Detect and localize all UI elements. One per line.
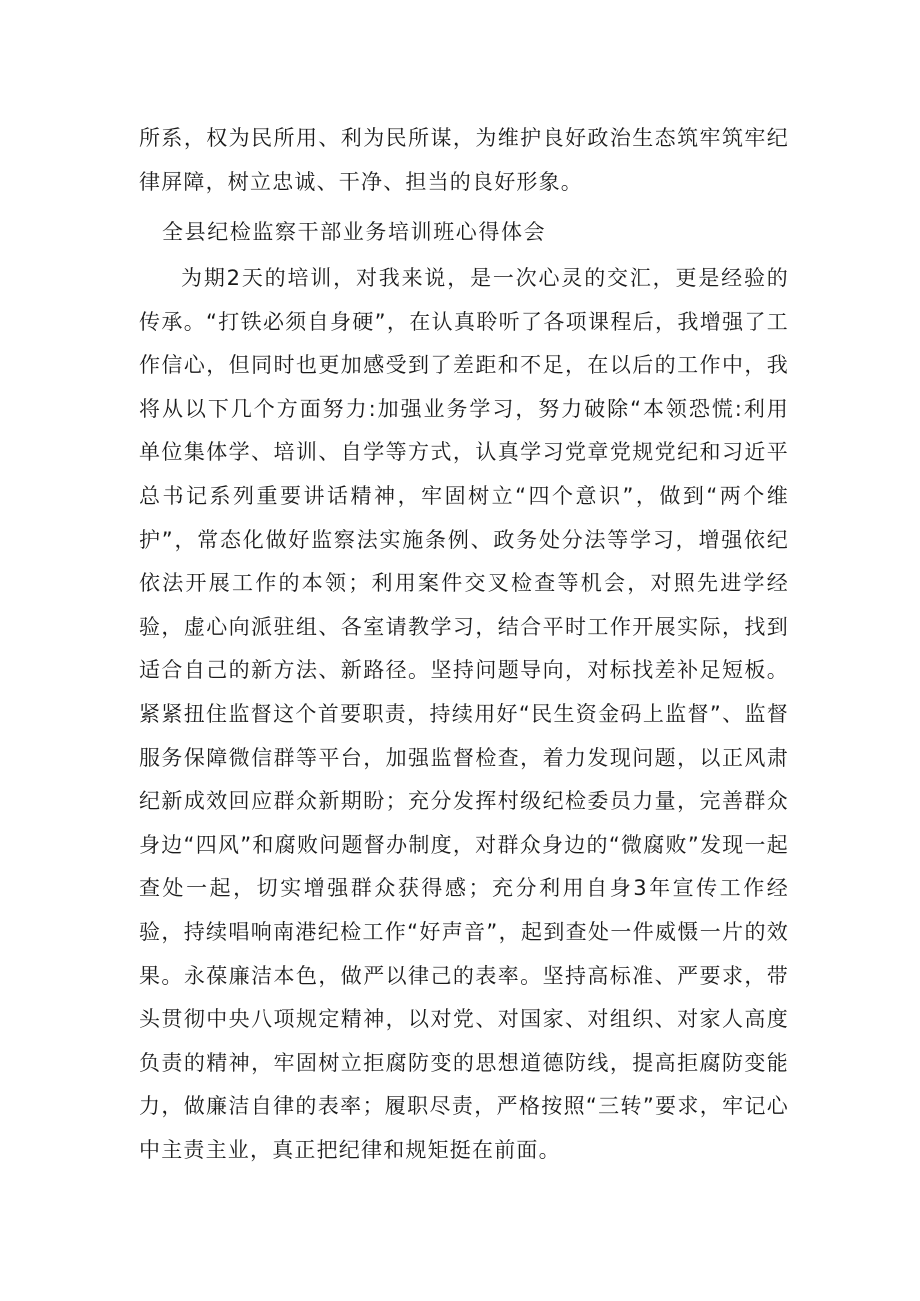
body-paragraph: 为期2天的培训，对我来说，是一次心灵的交汇，更是经验的传承。“打铁必须自身硬”，在认真聆听了各项课程后，我增强了工作信心，但同时也更加感受到了差距和不足，在以后的工作中，我将从以下几个方面努力:加强业务学习，努力破除“本领恐慌:利用单位集体学、培训、自学等方式，认真学习党章党规党纪和习近平总书记系列重要讲话精神，牢固树立“四个意识”，做到“两个维护”，常态化做好监察法实施条例、政务处分法等学习，增强依纪依法开展工作的本领；利用案件交叉检查等机会，对照先进学经验，虚心向派驻组、各室请教学习，结合平时工作开展实际，找到适合自己的新方法、新路径。坚持问题导向，对标找差补足短板。紧紧扭住监督这个首要职责，持续用好“民生资金码上监督”、监督服务保障微信群等平台，加强监督检查，着力发现问题，以正风肃纪新成效回应群众新期盼；充分发挥村级纪检委员力量，完善群众身边“四风”和腐败问题督办制度，对群众身边的“微腐败”发现一起查处一起，切实增强群众获得感；充分利用自身3年宣传工作经验，持续唱响南港纪检工作“好声音”，起到查处一件威慑一片的效果。永葆廉洁本色，做严以律己的表率。坚持高标准、严要求，带头贯彻中央八项规定精神，以对党、对国家、对组织、对家人高度负责的精神，牢固树立拒腐防变的思想道德防线，提高拒腐防变能力，做廉洁自律的表率；履职尽责，严格按照“三转”要求，牢记心中主责主业，真正把纪律和规矩挺在前面。 <box>139 266 789 1162</box>
article-title: 全县纪检监察干部业务培训班心得体会 <box>162 220 547 244</box>
continued-paragraph: 所系，权为民所用、利为民所谋，为维护良好政治生态筑牢筑牢纪律屏障，树立忠诚、干净、担当的良好形象。 <box>139 126 789 194</box>
